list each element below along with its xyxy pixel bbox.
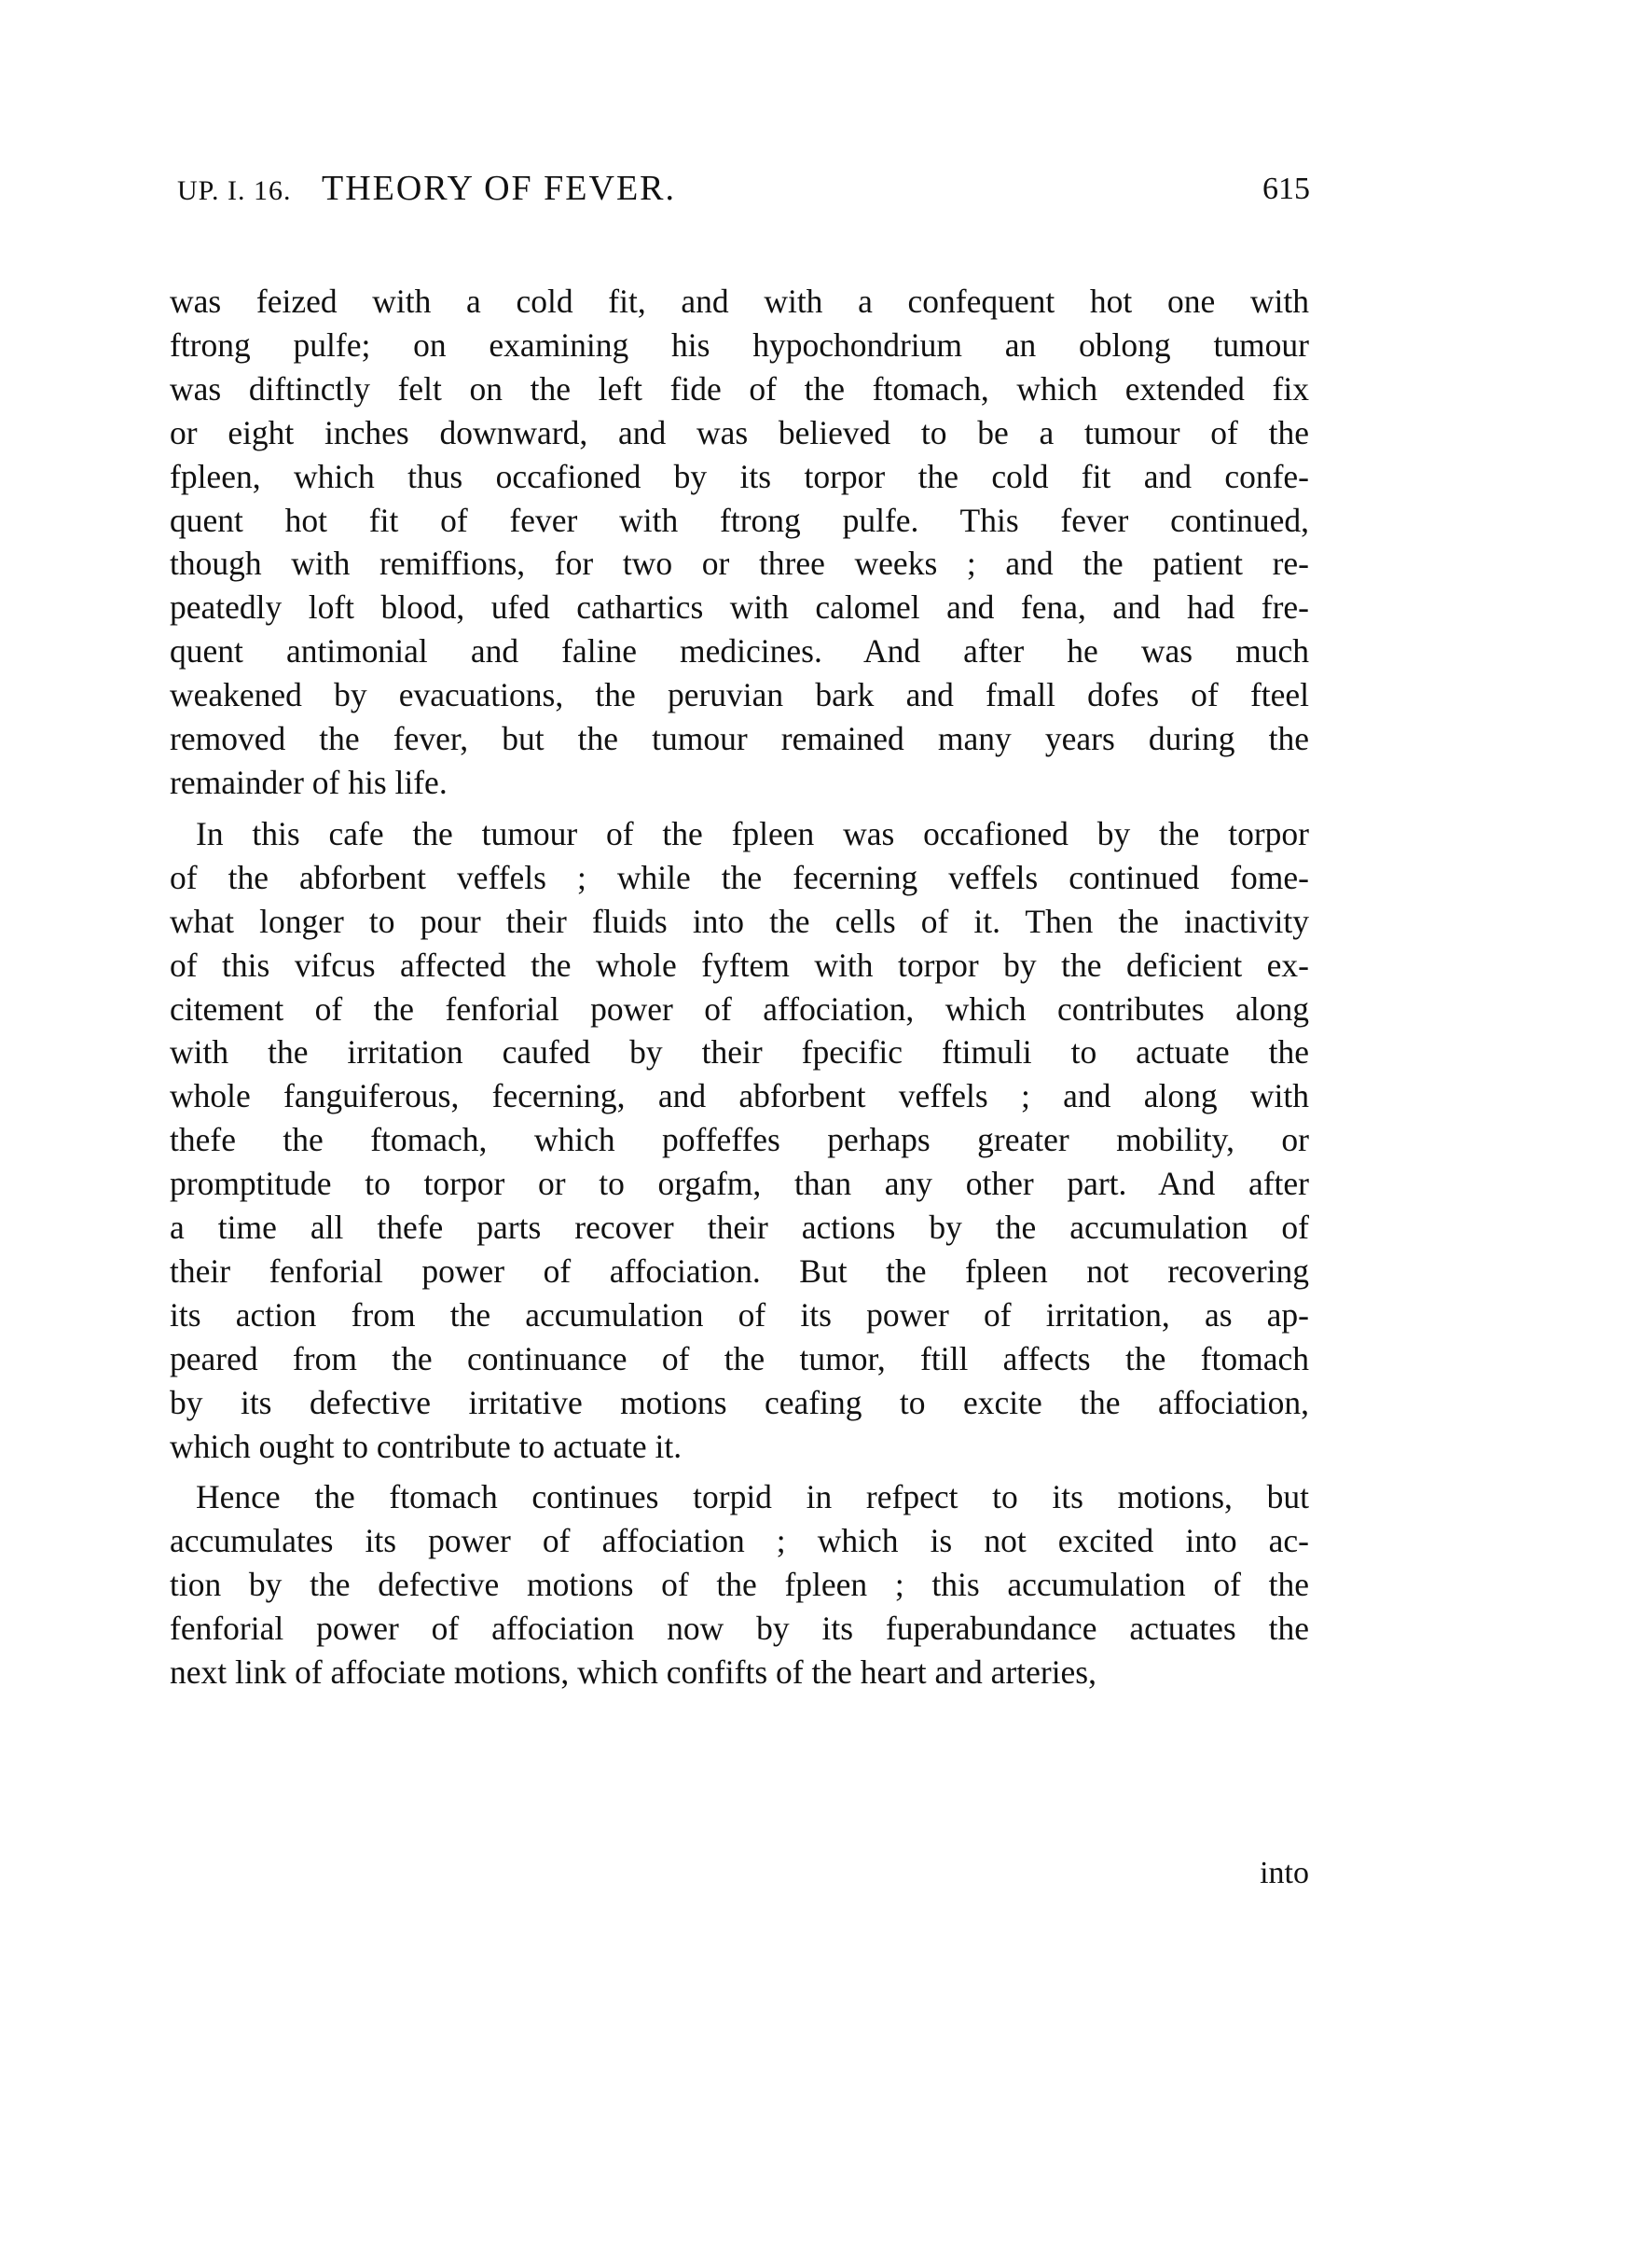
text-line: citement of the fenforial power of affociation, which contributes along: [170, 989, 1309, 1028]
text-line: or eight inches downward, and was believed to be a tumour of the: [170, 413, 1309, 451]
text-line: peared from the continuance of the tumor, ftill affects the ftomach: [170, 1339, 1309, 1377]
paragraph: [170, 280, 1309, 805]
text-line: fenforial power of affociation now by its fuperabundance actuates the: [170, 1610, 1309, 1648]
text-line: was feized with a cold fit, and with a confequent hot one with: [170, 283, 1309, 320]
text-line: next link of affociate motions, which confifts of the heart and arteries,: [170, 1653, 1096, 1692]
text-line: was diftinctly felt on the left fide of the ftomach, which extended fix: [170, 369, 1309, 408]
text-line: quent antimonial and faline medicines. And after he was much: [170, 632, 1309, 671]
text-line: peatedly loft blood, ufed cathartics with calomel and fena, and had fre-: [170, 588, 1309, 627]
text-line: Hence the ftomach continues torpid in refpect to its motions, but: [196, 1478, 1309, 1516]
page-number: 615: [1262, 172, 1310, 206]
text-line: by its defective irritative motions ceafing to excite the affociation,: [170, 1383, 1309, 1421]
text-line: their fenforial power of affociation. But the fpleen not recovering: [170, 1252, 1309, 1290]
text-line: its action from the accumulation of its power of irritation, as ap-: [170, 1295, 1309, 1334]
text-line: what longer to pour their fluids into the cells of it. Then the inactivity: [170, 902, 1309, 940]
text-line: accumulates its power of affociation ; which is not excited into ac-: [170, 1522, 1309, 1560]
text-line: weakened by evacuations, the peruvian bark and fmall dofes of fteel: [170, 676, 1309, 714]
text-line: quent hot fit of fever with ftrong pulfe. This fever continued,: [170, 501, 1309, 539]
body-text: [170, 280, 1309, 1694]
text-line: though with remiffions, for two or three weeks ; and the patient re-: [170, 545, 1309, 583]
paragraph: [170, 1475, 1309, 1694]
text-line: a time all thefe parts recover their actions by the accumulation of: [170, 1209, 1309, 1247]
text-line: with the irritation caufed by their fpecific ftimuli to actuate the: [170, 1033, 1309, 1072]
section-reference: UP. I. 16.: [177, 175, 292, 206]
running-title: THEORY OF FEVER.: [322, 169, 677, 208]
text-line: of this vifcus affected the whole fyftem with torpor by the deficient ex-: [170, 946, 1309, 984]
running-header: [177, 168, 1310, 224]
text-line: promptitude to torpor or to orgafm, than any other part. And after: [170, 1165, 1309, 1203]
text-line: whole fanguiferous, fecerning, and abforbent veffels ; and along with: [170, 1077, 1309, 1115]
text-line: fpleen, which thus occafioned by its torpor the cold fit and confe-: [170, 457, 1309, 495]
text-line: tion by the defective motions of the fpleen ; this accumulation of the: [170, 1566, 1309, 1604]
catchword: into: [1260, 1856, 1309, 1890]
text-line: remainder of his life.: [170, 763, 448, 801]
text-line: In this cafe the tumour of the fpleen was occafioned by the torpor: [196, 814, 1309, 852]
text-line: thefe the ftomach, which poffeffes perhaps greater mobility, or: [170, 1121, 1309, 1159]
text-line: of the abforbent veffels ; while the fecerning veffels continued fome-: [170, 858, 1309, 896]
text-line: which ought to contribute to actuate it.: [170, 1427, 683, 1465]
text-line: ftrong pulfe; on examining his hypochondrium an oblong tumour: [170, 325, 1309, 364]
paragraph: [170, 812, 1309, 1469]
text-line: removed the fever, but the tumour remained many years during the: [170, 720, 1309, 758]
